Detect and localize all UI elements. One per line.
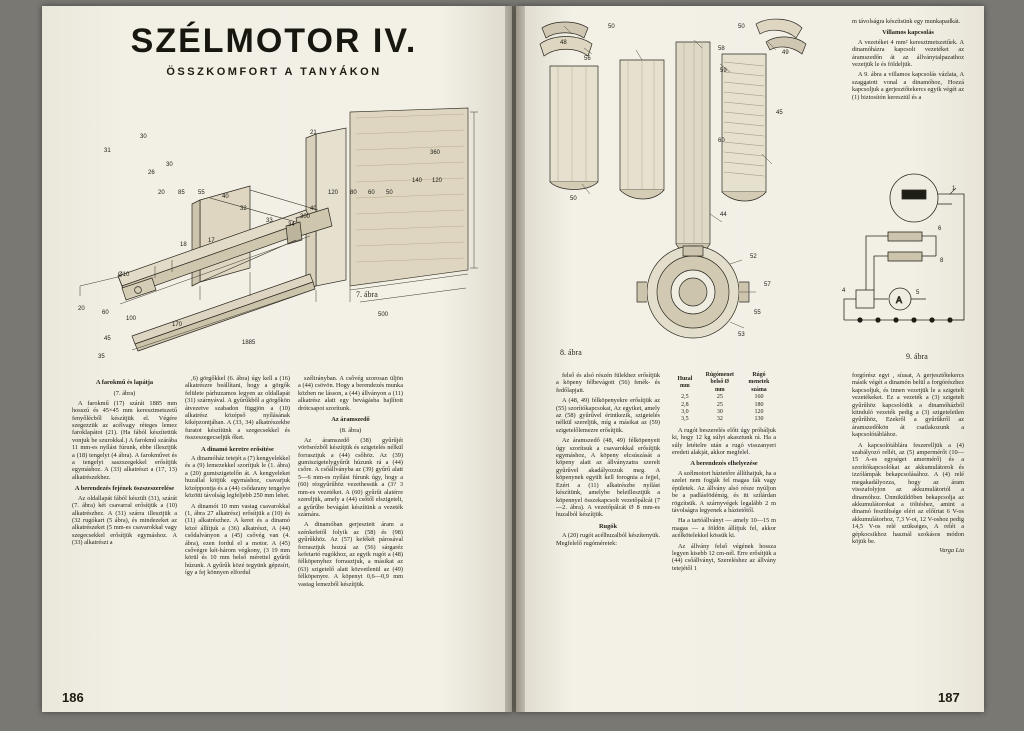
svg-text:6: 6 [938, 226, 942, 232]
heading-fej-osszeszereles: A berendezés fejének öszszeszerelése [74, 485, 175, 493]
left-page-number: 186 [62, 690, 84, 705]
heading-dinamo-keretre: A dinamó keretre erősítése [201, 445, 274, 453]
paragraph: forgórész egyi , síusat, A gerjesztőtekercs másik végét a dinamón belül a forgórészhez kapcsoljuk, és innen vezetjük le a szigetelt vezetékeket. Ez a vezeték a (3) szigetelt gyűrűhöz kapcsolódik a dinamóházból kitnduló vezeték pedig a (3) szigeteletlen gyűrűhöz, Ezekről a gyűrűkről az áramszedőkön át csatlakozunk a kapcsolótáblához. [852, 372, 964, 439]
svg-text:52: 52 [750, 254, 757, 260]
cell: 25 [716, 401, 723, 408]
right-page-number: 187 [938, 690, 960, 705]
svg-text:140: 140 [412, 178, 423, 184]
svg-text:50: 50 [570, 196, 577, 202]
page-title: SZÉLMOTOR IV. [130, 22, 418, 60]
svg-text:A: A [896, 295, 903, 305]
svg-text:60: 60 [718, 138, 725, 144]
cell: 180 [754, 401, 764, 408]
cell: 2,5 [681, 394, 689, 401]
svg-text:50: 50 [386, 190, 393, 196]
figure-9-drawing [840, 170, 988, 346]
svg-text:50: 50 [608, 24, 615, 30]
paragraph: szélirányban. A csővég szorosan üljön a (44) csövön. Hogy a berendezés munka közben ne lásson, a (44) állványon a (11) alkatrész alatt egy bevágásba hajlított drótcsapot szorítunk. [298, 375, 403, 412]
left-column-3 [298, 375, 403, 588]
svg-text:56: 56 [584, 56, 591, 62]
svg-text:170: 170 [172, 322, 183, 328]
figure-9-caption: 9. ábra [906, 352, 928, 361]
heading-aramszedo-sub: (8. ábra) [339, 427, 362, 435]
figure-8-caption: 8. ábra [560, 348, 582, 357]
svg-text:80: 80 [350, 190, 357, 196]
svg-text:59: 59 [720, 68, 727, 74]
svg-text:1: 1 [952, 186, 956, 192]
cell: 30 [716, 409, 723, 416]
left-column-2 [185, 375, 290, 577]
cell: 3,0 [681, 409, 689, 416]
svg-text:18: 18 [180, 242, 187, 248]
cell: 25 [716, 394, 723, 401]
heading-rugok: Rugók [598, 522, 618, 530]
cell: 2,8 [681, 401, 689, 408]
svg-text:53: 53 [738, 332, 745, 338]
paragraph: A dinamóban gerjesztett áram a szénkefetől folyik az (58) és (98) gyűrűkhöz. Az (57) kefékét párosával forrasztjuk hozzá az (56) sárgaréz kefetartó rugókhoz, az egyik rugót a (48) félköpenyhez forrasztjuk, a másikat az (63) szigetelő alatt közvetlenül az (49) félköpenyre. A köpenyt 0,6—0,9 mm vastag lemezből készítjük. [298, 521, 403, 588]
paragraph: A (48, 49) félköpenyekre erősítjük az (55) szorítókapcsokat, Az egyiket, amely az (58) gyűrűvel érintkezik, szigetelés nélkül szereljük, míg a másikat az (59) szigetelőlemezre erősítjük. [556, 397, 660, 434]
svg-text:33: 33 [266, 218, 273, 224]
heading-villamos-kapcsolas: Villamos kapcsolás [882, 29, 934, 37]
svg-text:8: 8 [940, 258, 944, 264]
paragraph: ,6) görgőkkel (6. ábra) úgy kell a (16) alkatrészre beállítani, hogy a görgők felülete párhuzamos legyen az oldallapát (31) szárnyával. A gyűrűkből a görgőkön átvezetve szabadon függjön a (10) alkatrész középső nyílásának kiképzontjában. A (33, 34) alkatrészekbe furatot készítünk a szegecsekkel és összeszegecseljük őket. [185, 375, 290, 442]
svg-text:21: 21 [310, 130, 317, 136]
svg-text:57: 57 [764, 282, 771, 288]
svg-text:45: 45 [776, 110, 783, 116]
svg-text:30: 30 [140, 134, 147, 140]
paragraph: Az állvány felső végének hossza legyen kisebb 12 cm-nél. Erre erősítjük a (44) csőállványt, Szereléshez az állvány tetejétől 1 [672, 542, 776, 572]
cell: 120 [754, 409, 764, 416]
table-header: Huzal mm [677, 375, 693, 390]
right-column-3-top [852, 18, 964, 101]
table-row [672, 409, 776, 416]
table-header: Rúgó menetek száma [748, 372, 770, 393]
svg-text:49: 49 [782, 50, 789, 56]
heading-farokmu-sub: (7. ábra) [113, 390, 136, 398]
svg-text:360: 360 [430, 150, 441, 156]
paragraph: A (20) rugót acélhuzalból készítenyük. Megfelelő rugóméretek: [556, 532, 660, 547]
svg-text:58: 58 [718, 46, 725, 52]
cell: 160 [754, 394, 764, 401]
svg-text:85: 85 [178, 190, 185, 196]
svg-text:35: 35 [98, 354, 105, 360]
cell: 32 [716, 416, 723, 423]
svg-text:120: 120 [328, 190, 339, 196]
paragraph: A kapcsolótáblára feszerelljük a (4) szabályozó rellét, az (5) ampermérőt (10—15 A-es egységet amermérő) és a szorítókapcsolókat az akkumulátorok és izzólámpák bekapcsolásához. A (4) relé megakadályozza, hogy az áram visszafolyjon az akkumulátortól a dinamóhoz. Ünmiküldöben bekapcsolja az akkumulátorokat a töltéshez, amint a dinamó feszültsége eléri az előírtat 6 V-os akkumulátorhoz, 7,3 V-ot, 12 V-oshoz pedig 14,5 V-os relé szükséges, A relét a gépkocsikhoz használ szokásos módon köjük be. [852, 441, 964, 545]
paragraph: A vezetéket 4 mm² keresztmetszetűek. A dinamóházra kapcsolt vezetéket az áramszedőn át az állványtalpazathoz vezetjük le és földeljük. [852, 38, 964, 69]
svg-text:34: 34 [288, 222, 295, 228]
figure-8-drawing [524, 14, 824, 344]
cell: 3,5 [681, 416, 689, 423]
heading-farokmu: A farokmű és lapátja [95, 379, 154, 386]
book-gutter [505, 6, 525, 712]
page-subtitle: ÖSSZKOMFORT A TANYÁKON [166, 66, 382, 78]
paragraph: A 9. ábra a villamos kapcsolás vázlata, A szaggatott vonal a dinamóhoz, Hozzá kapcsoljuk a gerjesztőtekercs egyik végét az (1) biztosítón keresztül és a [852, 71, 964, 101]
paragraph: Ha a tartóállványt — amely 10—15 m magas — a földön állítjuk fel, akkor acélkötelekkel kössük ki. [672, 517, 776, 540]
table-row [672, 416, 776, 423]
right-column-1 [556, 372, 660, 547]
svg-text:300: 300 [300, 214, 311, 220]
left-column-1 [72, 375, 177, 547]
svg-text:40: 40 [310, 206, 317, 212]
svg-text:60: 60 [368, 190, 375, 196]
paragraph: Az áramszedő (48, 49) félköpenyeit úgy szorítsuk a csavarokkal erősítjük egymáshoz, A köpeny elcsúszását a köpeny alatt az állványzatra szerelt gyűrűvel akadályozzuk meg. A köpenynek egyült kell forognia a fejjel, Ezért a (11) alkatrészbe nyílást készítünk, amelybe beleillesztjük a köpennyel összekapcsolt vezetőpálcát (7—2. ábra). A vezetőpálcát Ø 8 mm-es huzalból készítjük. [556, 437, 660, 519]
svg-text:45: 45 [104, 336, 111, 342]
svg-text:500: 500 [378, 312, 389, 318]
right-column-3-bottom [852, 372, 964, 555]
svg-text:55: 55 [198, 190, 205, 196]
svg-text:100: 100 [126, 316, 137, 322]
heading-elhelyezese: A berendezés elhelyezése [690, 460, 758, 468]
svg-text:17: 17 [208, 238, 215, 244]
svg-text:50: 50 [738, 24, 745, 30]
svg-text:44: 44 [720, 212, 727, 218]
paragraph: Az oldallapát fából készült (31), szárát (7. ábra) két csavarral erősítjük a (10) alkatrészhez. A (31) szárra illesztjük a (32 rugókart (5 ábra), és mindezeket az alkatrészeket (5 mm-es csavarokkal vagy szegecsekkel erősítjük egymáshoz. A (33) alkatrészt a [72, 494, 177, 547]
svg-text:120: 120 [432, 178, 443, 184]
paragraph: A szélmotort háztetőre állíthatjuk, ha a szelet nem fogják fel magas fák vagy épületek. Az állvány alsó része nyúljon be a padlásfödémig, és itt szilárdan rögzítsük. A szárnyvégek legalább 2 m távolságra legyenek a háztetőtől. [672, 469, 776, 514]
paragraph: Az áramszedő (38) gyűrűjét vörösrézből készítjük és szigetelés nélkül forrasztjuk a (44) csőhöz. Az (39) gumiszigetelygyűrűt húzunk rá a (44) csőre. A csőállványba az (39) gyűrű alatt 5—6 mm-es nyílást fúrunk úgy, hogy a (60) rézgyűrűhöz vezethessük a (3? 3 mm-es vezetéket. A (60) gyűrűt alatérre szereljük, amely a (44) csőtől elszigetelt, a gyűrűbe bevágást készítünk a vezeték számára. [298, 436, 403, 518]
svg-text:55: 55 [754, 310, 761, 316]
figure-7-caption: 7. ábra [356, 290, 378, 299]
table-row [672, 394, 776, 401]
svg-text:30: 30 [166, 162, 173, 168]
heading-aramszedo: Az áramszedő [331, 416, 370, 424]
svg-text:40: 40 [222, 194, 229, 200]
svg-text:1885: 1885 [242, 340, 256, 346]
figure-7-drawing [60, 90, 480, 360]
paragraph: A farokmű (17) szárát 1885 mm hosszú és 45×45 mm keresztmetszetű fenyőlécből készítjük el. Végére szegezzük az acélvagy réteges lemez faroklapátot (21). (Ha fából készítettük vonjuk be szurokkal.) A farokmű szárába 11 mm-es nyílást fúrunk, ebbe illesztjük a (18) tengelyt (4 ábra). A farokművet és a tengelyt saszszegekkel erősítjük egymáshoz. A (33) alkatrészt a (17, 13) alkatrészekhez. [72, 399, 177, 481]
svg-text:5: 5 [916, 290, 920, 296]
paragraph: m távolságra készítsünk egy munkapadkát. [852, 18, 961, 25]
svg-text:4: 4 [842, 288, 846, 294]
paragraph: A rugót beszerelés előtt úgy próbáljuk ki, hogy 12 kg súlyt akasztunk rá. Ha a súly letételre után a rugó visszanyeri eredeti alakját, akkor megfelel. [672, 426, 776, 457]
svg-text:20: 20 [158, 190, 165, 196]
table-header: Rúgómenet belső Ø mm [705, 372, 734, 393]
paragraph: A dinamót 10 mm vastag csavarokkal (1, ábra 27 alkatrész) erősítjük a (10) és (11) alkatrészhez. A keret és a dinamó közé állítjuk a (36) alkatrészt, A (44) csődalványon a (45) csővég van (4. ábra), ezen fordul el a motor. A (45) csővégre két-három végkony, (3 19 mm körül és 10 mm belső mérettel gyűrűt húzunk. A gyűrűk közé tegyünk gépzsírt, így a fej könnyen elfordul [185, 502, 290, 577]
paragraph: A dinamóház tetejét a (7) kengyelekkel és a (9) lemezekkel szorítjuk le (1. ábra) a (20) gumiszigetelőn át. A kengyeleket huzallal kötjük egymáshoz, csavarjuk középpontja és a (44) csődarany tengelye közötti távolság legfeljebb 250 mm lehet. [185, 455, 290, 500]
svg-text:48: 48 [560, 40, 567, 46]
svg-text:20: 20 [78, 306, 85, 312]
paragraph: felső és alsó részén fülekhez erősítjük a köpeny félbevágott (56) fenék- és fedőlapjait. [556, 372, 660, 394]
right-column-2 [672, 372, 776, 572]
spring-spec-table [672, 372, 776, 424]
cell: 130 [754, 416, 764, 423]
author-byline: Varga Lia [939, 547, 964, 555]
svg-text:Ø10: Ø10 [118, 272, 130, 278]
table-row [672, 402, 776, 409]
svg-text:26: 26 [148, 170, 155, 176]
svg-text:32: 32 [240, 206, 247, 212]
svg-text:60: 60 [102, 310, 109, 316]
svg-text:31: 31 [104, 148, 111, 154]
